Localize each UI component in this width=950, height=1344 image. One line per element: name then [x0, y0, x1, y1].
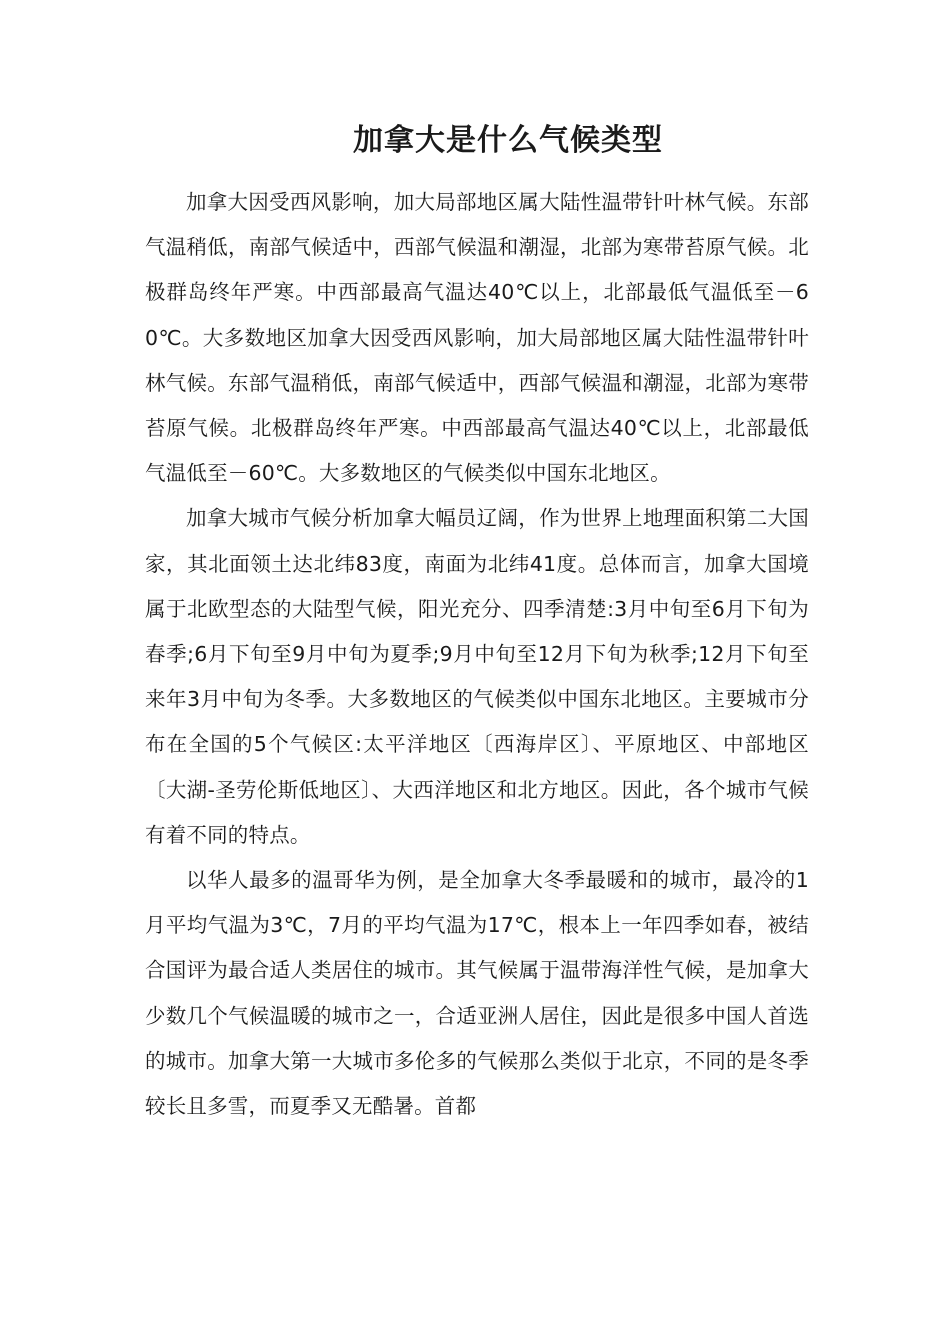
paragraph: 加拿大因受西风影响，加大局部地区属大陆性温带针叶林气候。东部气温稍低，南部气候适中，西部气候温和潮湿，北部为寒带苔原气候。北极群岛终年严寒。中西部最高气温达40℃以上，北部最低气温低至－60℃。大多数地区加拿大因受西风影响，加大局部地区属大陆性温带针叶林气候。东部气温稍低，南部气候适中，西部气候温和潮湿，北部为寒带苔原气候。北极群岛终年严寒。中西部最高气温达40℃以上，北部最低气温低至－60℃。大多数地区的气候类似中国东北地区。	[145, 190, 809, 486]
paragraph: 以华人最多的温哥华为例，是全加拿大冬季最暖和的城市，最冷的1月平均气温为3℃，7月的平均气温为17℃，根本上一年四季如春，被结合国评为最合适人类居住的城市。其气候属于温带海洋性气候，是加拿大少数几个气候温暖的城市之一，合适亚洲人居住，因此是很多中国人首选的城市。加拿大第一大城市多伦多的气候那么类似于北京，不同的是冬季较长且多雪，而夏季又无酷暑。首都	[145, 868, 809, 1119]
document-body	[145, 180, 809, 1129]
document-title: 加拿大是什么气候类型	[353, 123, 663, 158]
paragraph: 加拿大城市气候分析加拿大幅员辽阔，作为世界上地理面积第二大国家，其北面领土达北纬83度，南面为北纬41度。总体而言，加拿大国境属于北欧型态的大陆型气候，阳光充分、四季清楚:3月中旬至6月下旬为春季;6月下旬至9月中旬为夏季;9月中旬至12月下旬为秋季;12月下旬至来年3月中旬为冬季。大多数地区的气候类似中国东北地区。主要城市分布在全国的5个气候区:太平洋地区〔西海岸区〕、平原地区、中部地区〔大湖-圣劳伦斯低地区〕、大西洋地区和北方地区。因此，各个城市气候有着不同的特点。	[145, 506, 809, 847]
